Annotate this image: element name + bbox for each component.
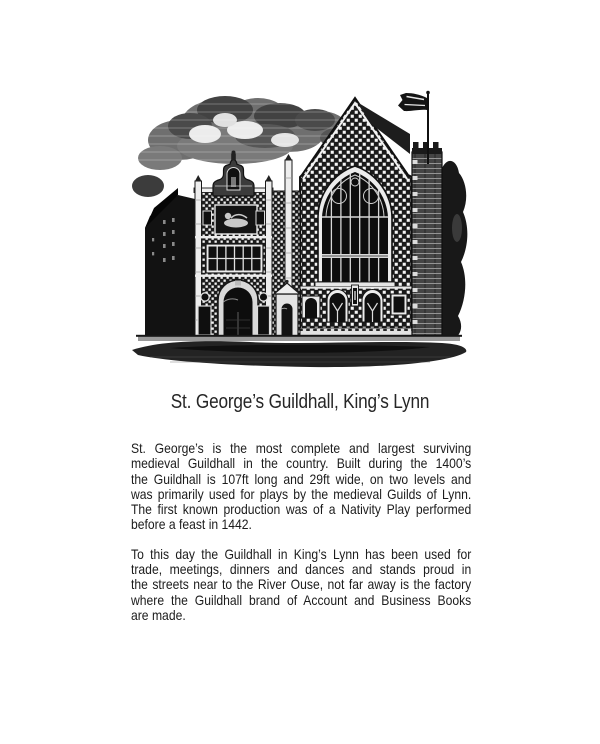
text-line: are made. xyxy=(131,606,186,623)
text-line: the streets near to the River Ouse, not far away is the factory xyxy=(131,576,472,593)
tree-highlight xyxy=(452,214,462,242)
trees xyxy=(442,161,467,340)
text-line: The first known production was of a Nativity Play performed xyxy=(131,501,472,518)
guildhall-engraving xyxy=(130,78,470,378)
text-line: the Guildhall is 107ft long and 29ft wide, on two levels and xyxy=(131,470,472,487)
street-ground xyxy=(132,335,466,367)
text-line: before a feast in 1442. xyxy=(131,516,252,533)
body-text xyxy=(131,441,471,637)
text-line: trade, meetings, dinners and dances and stands proud in xyxy=(131,561,472,578)
text-line: St. George’s is the most complete and largest surviving xyxy=(131,440,472,456)
text-line: where the Guildhall brand of Account and Business Books xyxy=(131,591,472,608)
relief-panel xyxy=(215,205,257,234)
paragraph-2 xyxy=(131,547,471,623)
page-title: St. George’s Guildhall, King’s Lynn xyxy=(170,391,430,413)
tower xyxy=(412,142,442,336)
text-line: was primarily used for plays by the medieval Guilds of Lynn. xyxy=(131,485,472,502)
left-dark-building xyxy=(145,188,195,336)
mullioned-window xyxy=(206,244,263,273)
text-line: To this day the Guildhall in King’s Lynn has been used for xyxy=(131,545,472,562)
frontage xyxy=(194,151,273,337)
main-door xyxy=(218,280,258,336)
paragraph-1 xyxy=(131,441,471,533)
text-line: medieval Guildhall in the country. Built during the 1400’s xyxy=(131,455,472,472)
